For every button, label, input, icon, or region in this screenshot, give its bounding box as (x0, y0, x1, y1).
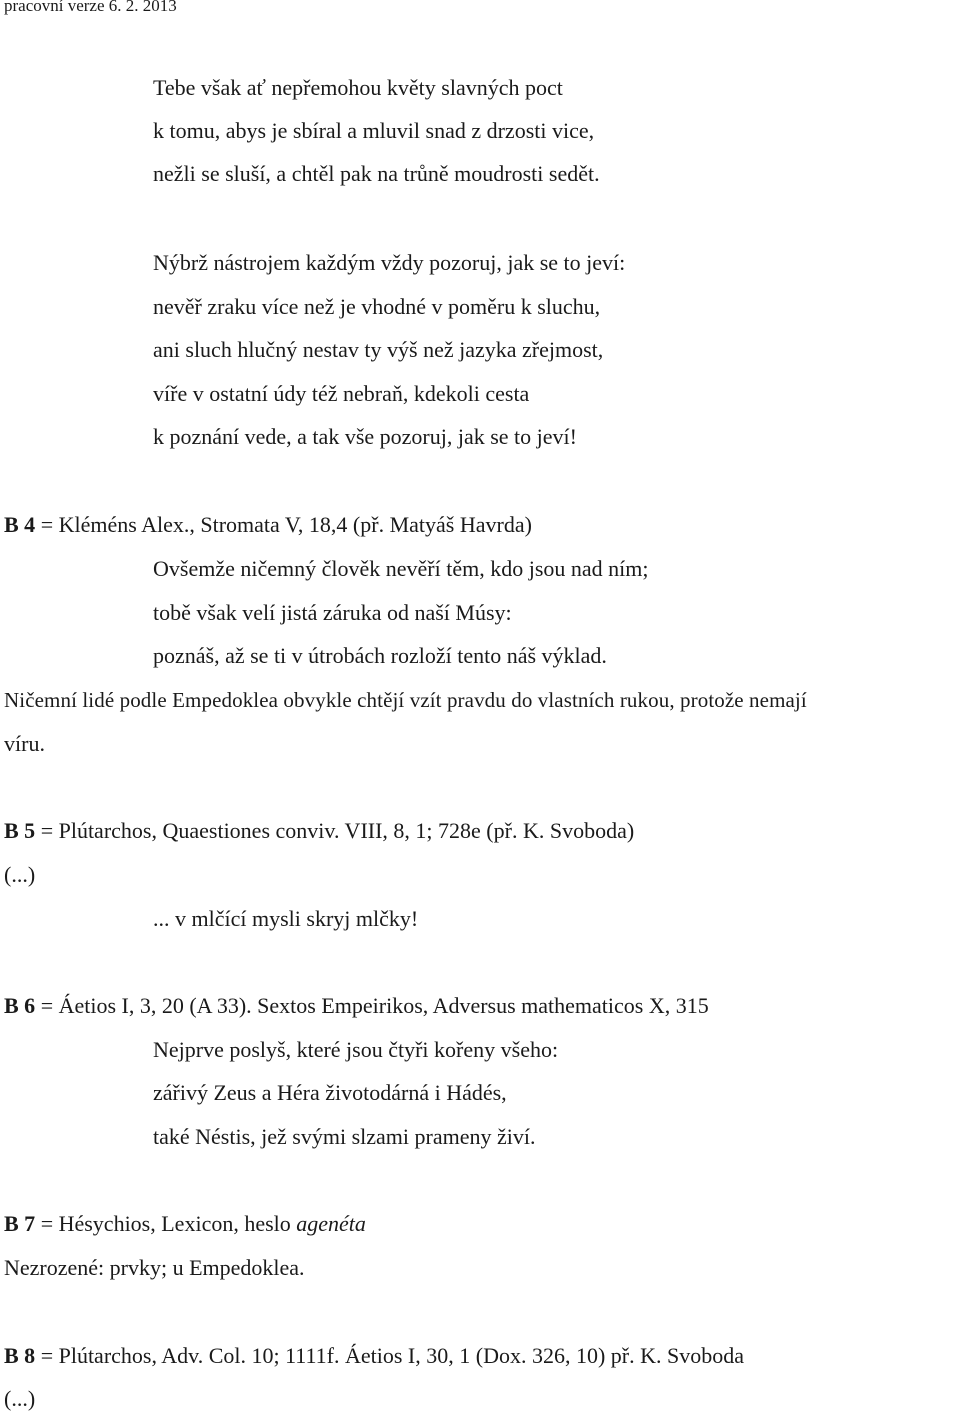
verse-line: také Néstis, jež svými slzami prameny živí. (153, 1124, 536, 1149)
verse-line: poznáš, až se ti v útrobách rozloží tento náš výklad. (153, 643, 607, 668)
fragment-heading-b7 (4, 1211, 366, 1237)
fragment-label: B 8 (4, 1343, 36, 1368)
verse-line: Nejprve poslyš, které jsou čtyři kořeny všeho: (153, 1037, 559, 1062)
fragment-source: = Hésychios, Lexicon, heslo (35, 1211, 297, 1236)
fragment-source: = Kléméns Alex., Stromata V, 18,4 (př. Matyáš Havrda) (35, 512, 532, 537)
page-header: pracovní verze 6. 2. 2013 (4, 0, 177, 15)
fragment-heading-b4 (4, 512, 532, 538)
verse-line: víře v ostatní údy též nebraň, kdekoli cesta (153, 381, 530, 406)
fragment-source: = Áetios I, 3, 20 (A 33). Sextos Empeirikos, Adversus mathematicos X, 315 (35, 993, 709, 1018)
fragment-label: B 7 (4, 1211, 36, 1236)
verse-line: Tebe však ať nepřemohou květy slavných poct (153, 75, 563, 100)
verse-line: nežli se sluší, a chtěl pak na trůně moudrosti sedět. (153, 161, 600, 186)
prose-line: Ničemní lidé podle Empedoklea obvykle chtějí vzít pravdu do vlastních rukou, protože nemají (4, 688, 807, 712)
verse-line: k tomu, abys je sbíral a mluvil snad z drzosti vice, (153, 118, 595, 143)
ellipsis: (...) (4, 862, 36, 887)
fragment-heading-b8 (4, 1343, 744, 1369)
fragment-label: B 5 (4, 818, 36, 843)
verse-line: Nýbrž nástrojem každým vždy pozoruj, jak se to jeví: (153, 250, 626, 275)
fragment-source: = Plútarchos, Quaestiones conviv. VIII, 8, 1; 728e (př. K. Svoboda) (35, 818, 635, 843)
verse-line: zářivý Zeus a Héra životodárná i Hádés, (153, 1080, 507, 1105)
fragment-label: B 6 (4, 993, 36, 1018)
fragment-source: = Plútarchos, Adv. Col. 10; 1111f. Áetios I, 30, 1 (Dox. 326, 10) př. K. Svoboda (35, 1343, 745, 1368)
lexicon-term: agenéta (296, 1211, 366, 1236)
verse-line: k poznání vede, a tak vše pozoruj, jak se to jeví! (153, 424, 577, 449)
ellipsis: (...) (4, 1386, 36, 1411)
fragment-label: B 4 (4, 512, 36, 537)
prose-line: Nezrozené: prvky; u Empedoklea. (4, 1255, 305, 1280)
verse-line: tobě však velí jistá záruka od naší Músy: (153, 600, 512, 625)
prose-line: víru. (4, 731, 45, 756)
fragment-heading-b5 (4, 818, 634, 844)
verse-line: ani sluch hlučný nestav ty výš než jazyka zřejmost, (153, 337, 604, 362)
fragment-heading-b6 (4, 993, 709, 1019)
verse-line: Ovšemže ničemný člověk nevěří těm, kdo jsou nad ním; (153, 556, 649, 581)
verse-line: ... v mlčící mysli skryj mlčky! (153, 906, 419, 931)
verse-line: nevěř zraku více než je vhodné v poměru k sluchu, (153, 294, 601, 319)
